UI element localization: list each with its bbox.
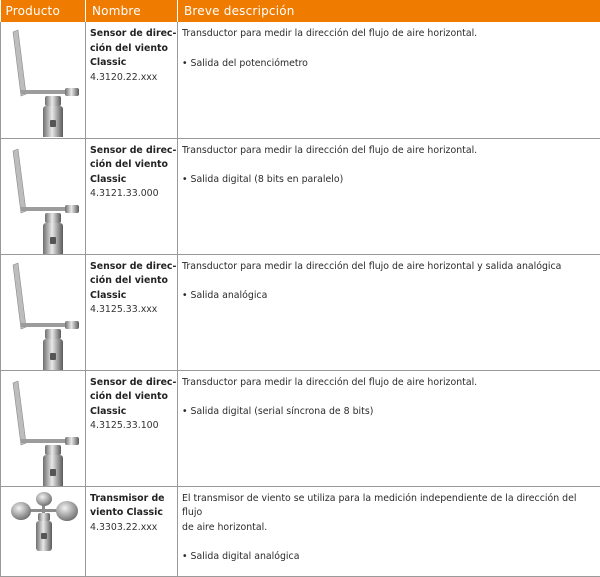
bullet-text: • Salida digital (serial síncrona de 8 bits) [182, 405, 594, 420]
product-name-line: Sensor de direc- [90, 260, 177, 275]
product-description-cell [178, 22, 600, 138]
product-name-line: Sensor de direc- [90, 144, 177, 159]
table-row [1, 22, 600, 138]
wind-vane-icon [1, 22, 85, 137]
wind-vane-icon [1, 371, 85, 486]
product-name-cell [86, 486, 178, 576]
product-name-line: Sensor de direc- [90, 27, 177, 42]
product-code: 4.3303.22.xxx [90, 521, 177, 536]
description-text: de aire horizontal. [182, 521, 594, 536]
product-name-cell [86, 22, 178, 138]
product-name-line: ción del viento [90, 390, 177, 405]
product-name-line: Classic [90, 173, 177, 188]
product-name-cell [86, 254, 178, 370]
product-name-line: ción del viento [90, 158, 177, 173]
header-product: Producto [1, 0, 86, 22]
description-text: Transductor para medir la dirección del flujo de aire horizontal. [182, 144, 594, 159]
product-image-cell [1, 486, 86, 576]
product-name-line: Transmisor de [90, 492, 177, 507]
header-description: Breve descripción [178, 0, 600, 22]
product-name-line: Sensor de direc- [90, 376, 177, 391]
cup-anemometer-icon [1, 487, 85, 575]
product-name-cell [86, 138, 178, 254]
description-text: El transmisor de viento se utiliza para la medición independiente de la dirección del flujo [182, 492, 594, 521]
description-text: Transductor para medir la dirección del flujo de aire horizontal y salida analógica [182, 260, 594, 275]
product-name-line: ción del viento [90, 42, 177, 57]
table-row [1, 138, 600, 254]
product-code: 4.3125.33.xxx [90, 303, 177, 318]
product-code: 4.3121.33.000 [90, 187, 177, 202]
product-name-line: ción del viento [90, 274, 177, 289]
description-text: Transductor para medir la dirección del flujo de aire horizontal. [182, 376, 594, 391]
product-name-line: Classic [90, 289, 177, 304]
product-description-cell [178, 370, 600, 486]
header-name: Nombre [86, 0, 178, 22]
bullet-text: • Salida digital (8 bits en paralelo) [182, 173, 594, 188]
product-name-cell [86, 370, 178, 486]
product-image-cell [1, 370, 86, 486]
product-image-cell [1, 254, 86, 370]
product-name-line: Classic [90, 56, 177, 71]
header-row [1, 0, 600, 22]
bullet-text: • Salida digital analógica [182, 550, 594, 565]
product-image-cell [1, 22, 86, 138]
bullet-text: • Salida analógica [182, 289, 594, 304]
product-name-line: viento Classic [90, 506, 177, 521]
product-description-cell [178, 254, 600, 370]
table-row [1, 486, 600, 576]
table-row [1, 370, 600, 486]
product-image-cell [1, 138, 86, 254]
product-name-line: Classic [90, 405, 177, 420]
wind-vane-icon [1, 139, 85, 254]
product-code: 4.3125.33.100 [90, 419, 177, 434]
product-description-cell [178, 138, 600, 254]
wind-vane-icon [1, 255, 85, 370]
table-row [1, 254, 600, 370]
bullet-text: • Salida del potenciómetro [182, 57, 594, 72]
product-code: 4.3120.22.xxx [90, 71, 177, 86]
product-description-cell [178, 486, 600, 576]
description-text: Transductor para medir la dirección del flujo de aire horizontal. [182, 27, 594, 42]
